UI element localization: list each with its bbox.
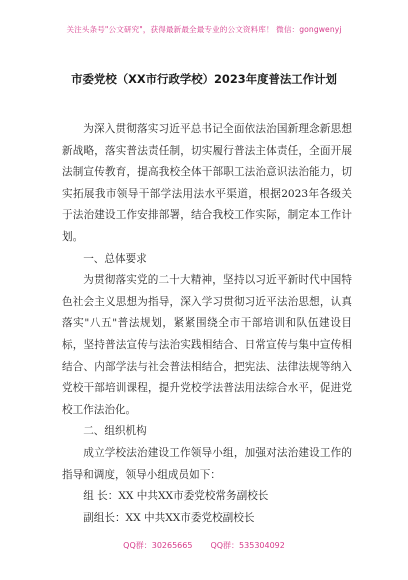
footer-contact [0,540,408,551]
promo-banner: 关注头条号"公文研究"，获得最新最全最专业的公文资料库！ 微信：gongwenyj [66,25,342,34]
intro-paragraph: 为深入贯彻落实习近平总书记全面依法治国新理念新思想新战略，落实普法责任制，切实履行普法主体责任，全面开展法制宣传教育，提高我校全体干部职工法治意识法治能力，切实拓展我市领导干部学法用法水平渠道，根据2023年各级关于法治建设工作安排部署，结合我校工作实际，制定本工作计划。 [62,123,352,243]
member-leader: 组 长：XX 中共XX市委党校常务副校长 [83,490,269,503]
general-requirements-paragraph: 为贯彻落实党的二十大精神，坚持以习近平新时代中国特色社会主义思想为指导，深入学习贯彻习近平法治思想，认真落实"八五"普法规划，紧紧围绕全市干部培训和队伍建设目标，坚持普法宣传与法治实践相结合、日常宣传与集中宣传相结合、内部学法与社会普法相结合，把宪法、法律法规等纳入党校干部培训课程，提升党校学法普法用法综合水平，促进党校工作法治化。 [62,274,352,416]
member-deputy-leader: 副组长：XX 中共XX市委党校副校长 [83,511,255,524]
footer-qq-group-2: QQ群：535304092 [210,541,285,550]
organization-paragraph: 成立学校法治建设工作领导小组，加强对法治建设工作的指导和调度，领导小组成员如下： [62,446,352,481]
section-heading-organization: 二、组织机构 [83,425,147,438]
document-title: 市委党校（XX市行政学校）2023年度普法工作计划 [71,72,337,86]
section-heading-general-requirements: 一、总体要求 [83,252,147,265]
document-body [62,119,352,529]
footer-qq-group-1: QQ群：30265665 [123,541,193,550]
